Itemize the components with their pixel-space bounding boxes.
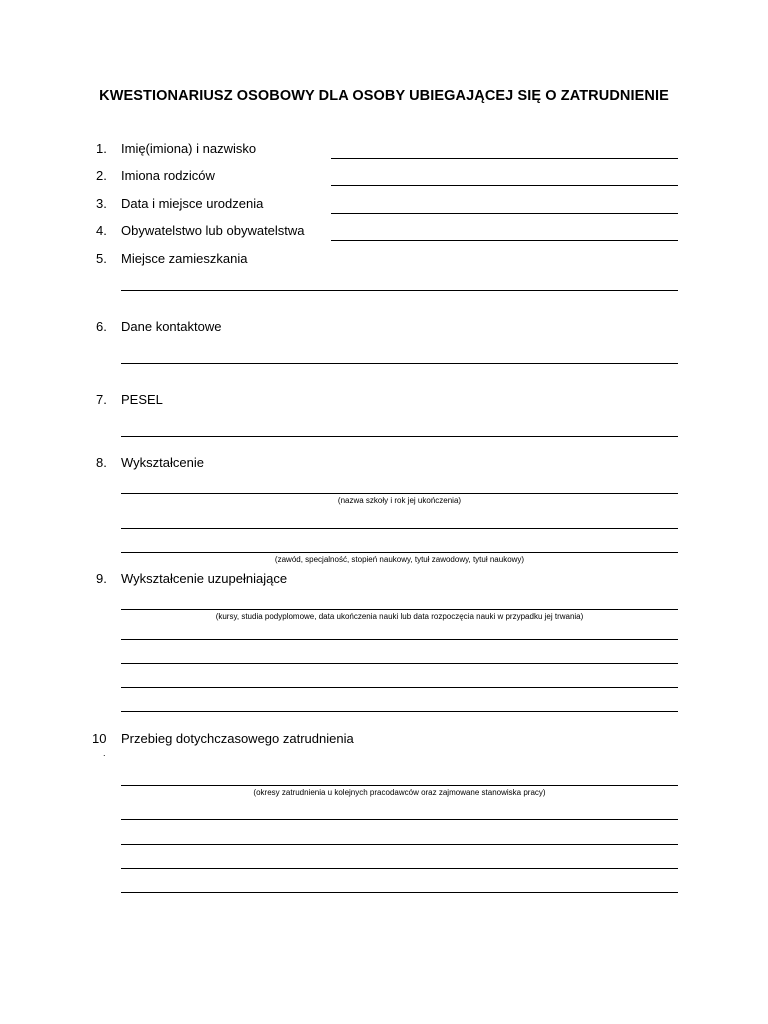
item-number: 6. [96,319,107,334]
citizenship-answer-line[interactable] [331,240,678,241]
item-number-dot: . [103,748,106,758]
item-label-name: Imię(imiona) i nazwisko [121,141,257,156]
contact-answer-line[interactable] [121,363,678,364]
item-number: 2. [96,168,107,183]
item-number: 4. [96,223,107,238]
employment-line-1[interactable] [121,785,678,786]
employment-line-4[interactable] [121,868,678,869]
education-profession-line[interactable] [121,552,678,553]
item-label-birth: Data i miejsce urodzenia [121,196,264,211]
employment-line-3[interactable] [121,844,678,845]
profession-hint: (zawód, specjalność, stopień naukowy, tytuł zawodowy, tytuł naukowy) [274,555,525,564]
item-label-contact: Dane kontaktowe [121,319,222,334]
item-label-citizenship: Obywatelstwo lub obywatelstwa [121,223,305,238]
item-label-pesel: PESEL [121,392,163,407]
name-answer-line[interactable] [331,158,678,159]
birth-answer-line[interactable] [331,213,678,214]
education-school-line[interactable] [121,493,678,494]
item-label-supplementary-education: Wykształcenie uzupełniające [121,571,288,586]
item-label-education: Wykształcenie [121,455,204,470]
employment-line-5[interactable] [121,892,678,893]
item-number: 8. [96,455,107,470]
item-number: 3. [96,196,107,211]
item-number: 7. [96,392,107,407]
item-label-employment: Przebieg dotychczasowego zatrudnienia [121,731,354,746]
education-extra-line[interactable] [121,528,678,529]
residence-answer-line[interactable] [121,290,678,291]
supplementary-line-4[interactable] [121,687,678,688]
employment-hint: (okresy zatrudnienia u kolejnych pracodawców oraz zajmowane stanowiska pracy) [253,788,546,797]
school-hint: (nazwa szkoły i rok jej ukończenia) [337,496,462,505]
item-label-parents: Imiona rodziców [121,168,215,183]
item-number: 9. [96,571,107,586]
form-title: KWESTIONARIUSZ OSOBOWY DLA OSOBY UBIEGAJĄCEJ SIĘ O ZATRUDNIENIE [99,88,669,104]
supplementary-line-2[interactable] [121,639,678,640]
supplementary-line-1[interactable] [121,609,678,610]
supplementary-line-5[interactable] [121,711,678,712]
parents-answer-line[interactable] [331,185,678,186]
item-label-residence: Miejsce zamieszkania [121,251,248,266]
item-number: 1. [96,141,107,156]
employment-line-2[interactable] [121,819,678,820]
item-number: 10 [92,731,107,746]
pesel-answer-line[interactable] [121,436,678,437]
item-number: 5. [96,251,107,266]
courses-hint: (kursy, studia podyplomowe, data ukończenia nauki lub data rozpoczęcia nauki w przypadku jej trwania) [215,612,584,621]
supplementary-line-3[interactable] [121,663,678,664]
